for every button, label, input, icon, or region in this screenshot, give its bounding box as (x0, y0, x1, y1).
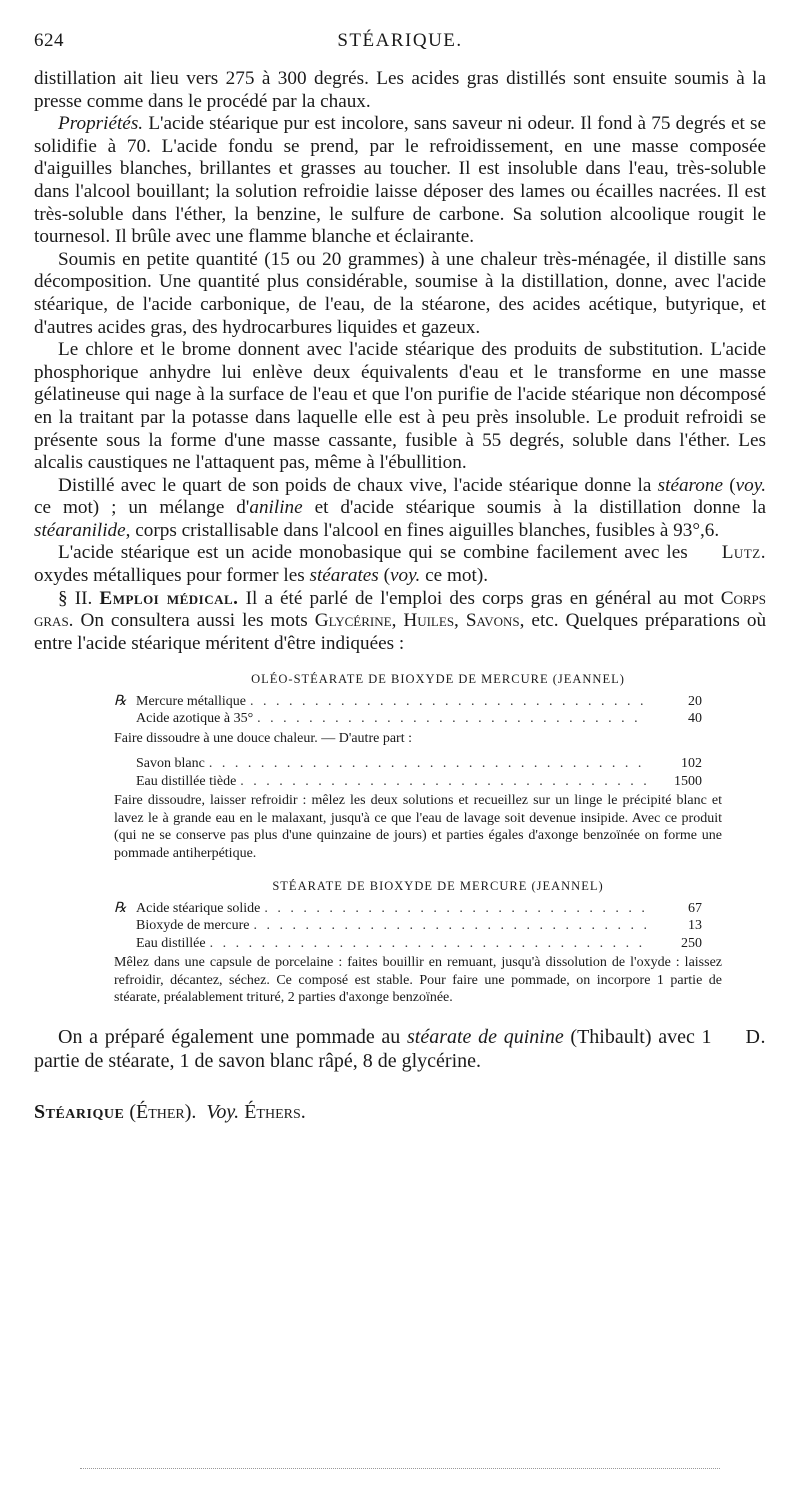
recipe-list (114, 900, 722, 953)
paragraph-heating: Soumis en petite quantité (15 ou 20 grammes) à une chaleur très-ménagée, il distille sans décomposition. Une quantité plus considérable, soumise à la distillation, donne, avec l'acide stéarique, de l'acide carbonique, de l'eau, de la stéarone, des acides acétique, butyrique, et d'autres acides gras, des hydrocarbures liquides et gazeux. (34, 248, 766, 338)
ingredient-row: Savon blanc . . . 102 (114, 755, 722, 773)
term-stearone: stéarone (657, 474, 724, 496)
running-head (34, 30, 766, 54)
paragraph-properties: Propriétés. L'acide stéarique pur est incolore, sans saveur ni odeur. Il fond à 75 degrés et se solidifie à 70. L'acide fondu se prend, par le refroidissement, en une masse composée d'aiguilles blanches, brillantes et grasses au toucher. Il est insoluble dans l'eau, très-soluble dans l'alcool bouillant; la solution refroidie laisse déposer des lames ou écailles nacrées. Il est très-soluble dans l'éther, la benzine, le sulfure de carbone. Sa solution alcoolique rougit le tournesol. Il brûle avec une flamme blanche et éclairante. (34, 113, 766, 248)
ingredient-row: ℞ Acide stéarique solide . . . 67 (114, 900, 722, 918)
bottom-rule (80, 1468, 720, 1469)
recipe-symbol: ℞ (114, 900, 127, 916)
recipe-list (114, 693, 722, 728)
properties-lead: Propriétés. (58, 113, 144, 135)
recipe-list (114, 755, 722, 790)
article-body (34, 68, 766, 655)
paragraph-quinine: D. On a préparé également une pommade au stéarate de quinine (Thibault) avec 1 partie de stéarate, 1 de savon blanc râpé, 8 de glycérine. (34, 1025, 766, 1072)
term-stearanilide: stéaranilide (34, 519, 126, 541)
page-number: 624 (34, 30, 64, 51)
section-heading: Emploi médical. (99, 587, 239, 609)
formula-oleo-stearate (114, 671, 722, 862)
formula-instruction: Faire dissoudre à une douce chaleur. — D'autre part : (114, 730, 412, 746)
author-signature: Lutz. (721, 542, 766, 564)
formula-instruction: Mêlez dans une capsule de porcelaine : faites bouillir en remuant, jusqu'à dissolution de l'oxyde : laissez refroidir, décantez, séchez. Ce composé est stable. Pour faire une pommade, on incorpore 1 partie de stéarate, préalablement trituré, 2 parties d'axonge benzoïnée. (114, 955, 722, 1006)
section-number: § II. (58, 587, 93, 609)
paragraph-distillation: distillation ait lieu vers 275 à 300 degrés. Les acides gras distillés sont ensuite soumis à la presse comme dans le procédé par la chaux. (34, 68, 766, 112)
term-quinine-stearate: stéarate de quinine (407, 1025, 564, 1048)
formula-stearate (114, 878, 722, 1007)
ingredient-row: ℞ Mercure métallique . . . 20 (114, 693, 722, 711)
ingredient-row: Acide azotique à 35° . . . 40 (114, 710, 722, 728)
section-medical-use: § II. Emploi médical. Il a été parlé de l'emploi des corps gras en général au mot Corps gras. On consultera aussi les mots Glycérine, Huiles, Savons, etc. Quelques préparations où entre l'acide stéarique méritent d'être indiquées : (34, 587, 767, 654)
cross-reference: Stéarique (Éther). Voy. Éthers. (34, 1100, 306, 1123)
term-aniline: aniline (249, 497, 303, 519)
formula-title: STÉARATE DE BIOXYDE DE MERCURE (JEANNEL) (272, 879, 604, 894)
entry-keyword: Stéarique (34, 1100, 125, 1123)
ingredient-row: Bioxyde de mercure . . . 13 (114, 917, 722, 935)
paragraph-substitution: Le chlore et le brome donnent avec l'acide stéarique des produits de substitution. L'acide phosphorique anhydre lui enlève deux équivalents d'eau et le transforme en une masse gélatineuse qui nage à la surface de l'eau et que l'on purifie de l'acide stéarique non décomposé en la traitant par la potasse dans laquelle elle est à peu près insoluble. Le produit refroidi se présente sous la forme d'une masse cassante, fusible à 55 degrés, soluble dans l'éther. Les alcalis caustiques ne l'attaquent pas, même à l'ébullition. (34, 339, 766, 474)
paragraph-monobasic: Lutz. L'acide stéarique est un acide monobasique qui se combine facilement avec les oxydes métalliques pour former les stéarates (voy. ce mot). (34, 542, 766, 587)
ingredient-row: Eau distillée . . . 250 (114, 935, 722, 953)
term-stearates: stéarates (309, 565, 379, 587)
author-signature: D. (745, 1025, 766, 1048)
cross-reference-target[interactable]: Éthers. (244, 1100, 306, 1123)
formula-title: OLÉO-STÉARATE DE BIOXYDE DE MERCURE (JEANNEL) (251, 672, 625, 687)
paragraph-distilled-lime: Distillé avec le quart de son poids de chaux vive, l'acide stéarique donne la stéarone (voy. ce mot) ; un mélange d'aniline et d'acide stéarique soumis à la distillation donne la stéaranilide, corps cristallisable dans l'alcool en fines aiguilles blanches, fusibles à 93°,6. (34, 474, 767, 541)
formula-instruction: Faire dissoudre, laisser refroidir : mêlez les deux solutions et recueillez sur un linge le précipité blanc et lavez le à grande eau en le malaxant, jusqu'à ce que l'eau de lavage soit devenue insipide. Avec ce produit (qui ne se conserve pas plus d'une quinzaine de jours) et parties égales d'axonge benzoïnée on forme une pommade antiherpétique. (114, 793, 722, 861)
running-title: STÉARIQUE. (337, 30, 463, 51)
recipe-symbol: ℞ (114, 693, 127, 709)
ingredient-row: Eau distillée tiède . . . 1500 (114, 773, 722, 791)
